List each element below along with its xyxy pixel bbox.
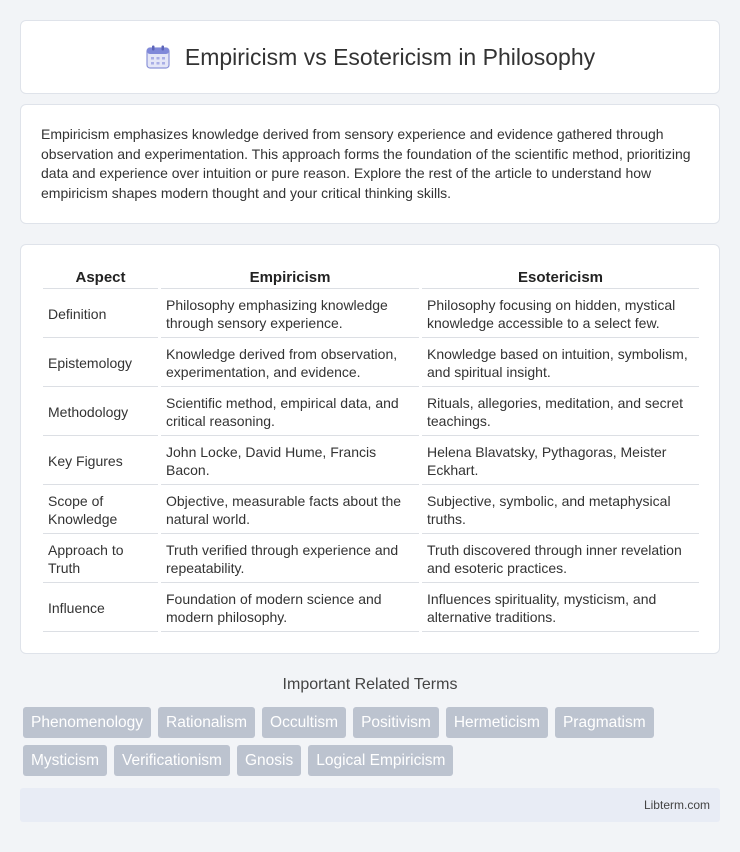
table-row	[43, 291, 699, 338]
column-header-empiricism: Empiricism	[161, 267, 419, 289]
table-header-row	[43, 267, 699, 289]
related-term-tag[interactable]: Occultism	[262, 707, 346, 738]
related-term-tag[interactable]: Hermeticism	[446, 707, 548, 738]
table-cell-empiricism: Objective, measurable facts about the natural world.	[161, 487, 419, 534]
column-header-aspect: Aspect	[43, 267, 158, 289]
table-cell-empiricism: John Locke, David Hume, Francis Bacon.	[161, 438, 419, 485]
table-cell-esotericism: Philosophy focusing on hidden, mystical knowledge accessible to a select few.	[422, 291, 699, 338]
comparison-table	[40, 265, 702, 634]
table-cell-aspect: Methodology	[43, 389, 158, 436]
table-cell-esotericism: Influences spirituality, mysticism, and alternative traditions.	[422, 585, 699, 632]
table-cell-esotericism: Truth discovered through inner revelation and esoteric practices.	[422, 536, 699, 583]
related-term-tag[interactable]: Pragmatism	[555, 707, 654, 738]
footer-site-link[interactable]: Libterm.com	[643, 798, 710, 812]
related-term-tag[interactable]: Verificationism	[114, 745, 230, 776]
related-term-tag[interactable]: Logical Empiricism	[308, 745, 453, 776]
table-cell-aspect: Approach to Truth	[43, 536, 158, 583]
related-term-tag[interactable]: Mysticism	[23, 745, 107, 776]
intro-card	[20, 104, 720, 224]
related-term-tag[interactable]: Positivism	[353, 707, 439, 738]
related-term-tag[interactable]: Gnosis	[237, 745, 301, 776]
table-cell-empiricism: Truth verified through experience and repeatability.	[161, 536, 419, 583]
table-cell-empiricism: Knowledge derived from observation, experimentation, and evidence.	[161, 340, 419, 387]
intro-text: Empiricism emphasizes knowledge derived from sensory experience and evidence gathered through observation and experimentation. This approach forms the foundation of the scientific method, prioritizing data and experience over intuition or pure reason. Explore the rest of the article to understand how empiricism shapes modern thought and your critical thinking skills.	[41, 126, 691, 201]
table-cell-aspect: Definition	[43, 291, 158, 338]
table-row	[43, 585, 699, 632]
table-cell-aspect: Influence	[43, 585, 158, 632]
page-title: Empiricism vs Esotericism in Philosophy	[184, 43, 596, 70]
comparison-table-card	[20, 244, 720, 654]
footer	[20, 788, 720, 822]
table-cell-esotericism: Knowledge based on intuition, symbolism, and spiritual insight.	[422, 340, 699, 387]
header-card	[20, 20, 720, 94]
table-cell-esotericism: Subjective, symbolic, and metaphysical truths.	[422, 487, 699, 534]
table-cell-empiricism: Philosophy emphasizing knowledge through sensory experience.	[161, 291, 419, 338]
table-row	[43, 340, 699, 387]
related-terms-list	[23, 707, 723, 783]
table-cell-aspect: Key Figures	[43, 438, 158, 485]
table-cell-aspect: Scope of Knowledge	[43, 487, 158, 534]
table-row	[43, 438, 699, 485]
table-cell-aspect: Epistemology	[43, 340, 158, 387]
calendar-icon	[145, 44, 171, 70]
table-cell-esotericism: Rituals, allegories, meditation, and secret teachings.	[422, 389, 699, 436]
table-row	[43, 536, 699, 583]
related-terms-title: Important Related Terms	[282, 676, 458, 693]
table-cell-esotericism: Helena Blavatsky, Pythagoras, Meister Eckhart.	[422, 438, 699, 485]
table-row	[43, 487, 699, 534]
column-header-esotericism: Esotericism	[422, 267, 699, 289]
table-cell-empiricism: Foundation of modern science and modern philosophy.	[161, 585, 419, 632]
table-cell-empiricism: Scientific method, empirical data, and critical reasoning.	[161, 389, 419, 436]
table-row	[43, 389, 699, 436]
related-term-tag[interactable]: Rationalism	[158, 707, 255, 738]
related-term-tag[interactable]: Phenomenology	[23, 707, 151, 738]
